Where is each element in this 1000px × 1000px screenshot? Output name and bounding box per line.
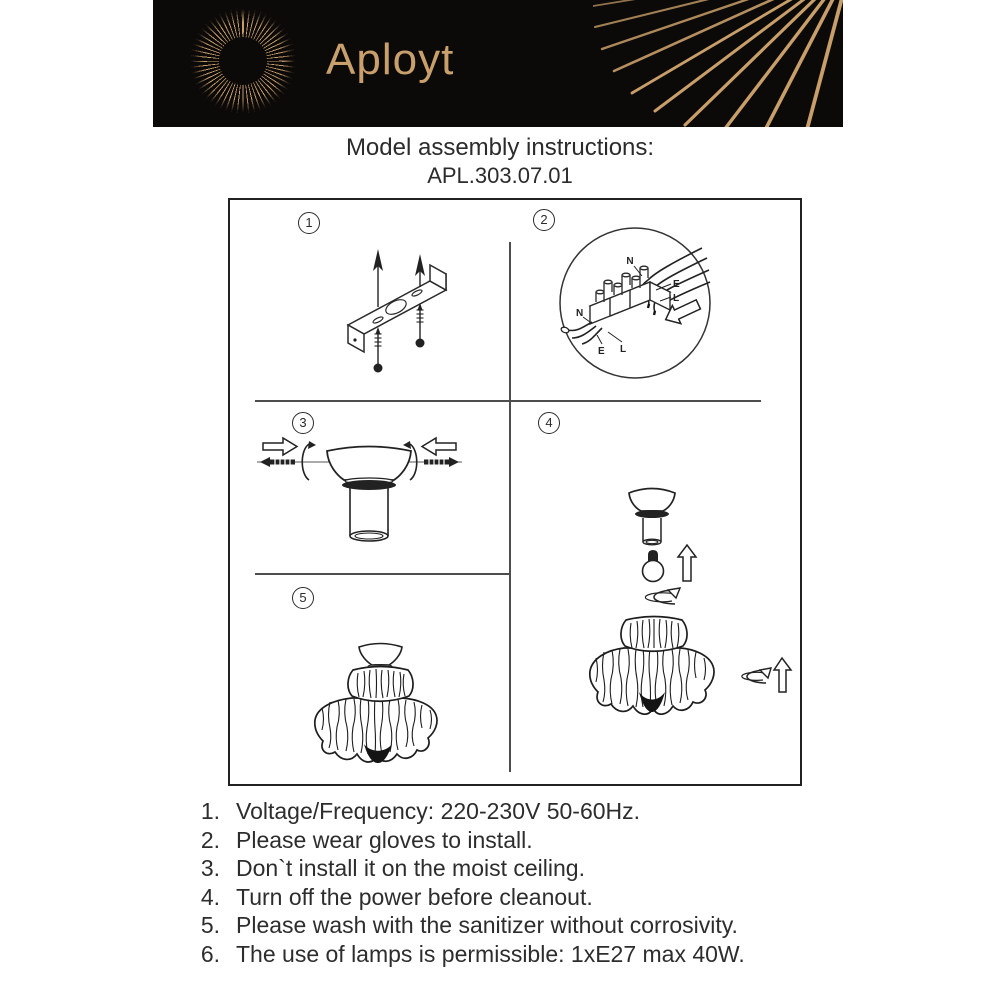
step-2-wiring-diagram bbox=[552, 224, 722, 384]
note-item-4 bbox=[196, 883, 916, 912]
note-number: 2. bbox=[200, 826, 220, 853]
note-number: 6. bbox=[200, 940, 220, 967]
note-number: 5. bbox=[200, 912, 220, 939]
note-text: Please wear gloves to install. bbox=[236, 826, 533, 853]
step-2-badge: 2 bbox=[533, 209, 555, 231]
step-1-badge: 1 bbox=[298, 212, 320, 234]
wire-label-n-bottom: N bbox=[576, 308, 584, 319]
note-text: Voltage/Frequency: 220-230V 50-60Hz. bbox=[236, 798, 641, 824]
step-4-bulb-shade-diagram bbox=[582, 462, 802, 722]
step-5-badge: 5 bbox=[292, 587, 314, 609]
note-number: 4. bbox=[200, 883, 220, 910]
wire-label-e-bottom: E bbox=[598, 346, 605, 357]
page-title: Model assembly instructions: bbox=[345, 134, 655, 161]
wire-label-l-top: L bbox=[673, 293, 680, 304]
wire-label-l-bottom: L bbox=[620, 344, 627, 355]
step-5-assembled-lamp-diagram bbox=[302, 637, 452, 767]
divider-horizontal-1 bbox=[255, 400, 761, 402]
divider-vertical bbox=[509, 242, 511, 772]
step-3-badge: 3 bbox=[292, 412, 314, 434]
assembly-diagram-box bbox=[228, 198, 802, 786]
model-number: APL.303.07.01 bbox=[427, 163, 573, 188]
notes-list bbox=[196, 797, 916, 969]
sunburst-logo-icon bbox=[191, 9, 295, 113]
brand-banner bbox=[153, 0, 843, 127]
note-item-2 bbox=[196, 826, 916, 855]
note-text: Turn off the power before cleanout. bbox=[236, 883, 593, 910]
brand-wordmark: Aployt bbox=[326, 35, 455, 84]
note-text: Please wash with the sanitizer without corrosivity. bbox=[236, 912, 738, 939]
wire-label-n-top: N bbox=[626, 256, 634, 267]
step-3-canopy-diagram bbox=[257, 430, 462, 548]
note-item-6 bbox=[196, 940, 916, 969]
note-item-3 bbox=[196, 854, 916, 883]
step-1-bracket-diagram bbox=[330, 245, 480, 380]
corner-rays-icon bbox=[593, 0, 843, 127]
note-item-5 bbox=[196, 911, 916, 940]
note-number: 1. bbox=[200, 798, 220, 824]
note-item-1 bbox=[196, 797, 916, 826]
wire-label-e-top: E bbox=[673, 279, 680, 290]
step-4-badge: 4 bbox=[538, 412, 560, 434]
divider-horizontal-2 bbox=[255, 573, 511, 575]
note-text: Don`t install it on the moist ceiling. bbox=[236, 855, 585, 882]
note-text: The use of lamps is permissible: 1xE27 max 40W. bbox=[236, 940, 745, 967]
note-number: 3. bbox=[200, 855, 220, 882]
